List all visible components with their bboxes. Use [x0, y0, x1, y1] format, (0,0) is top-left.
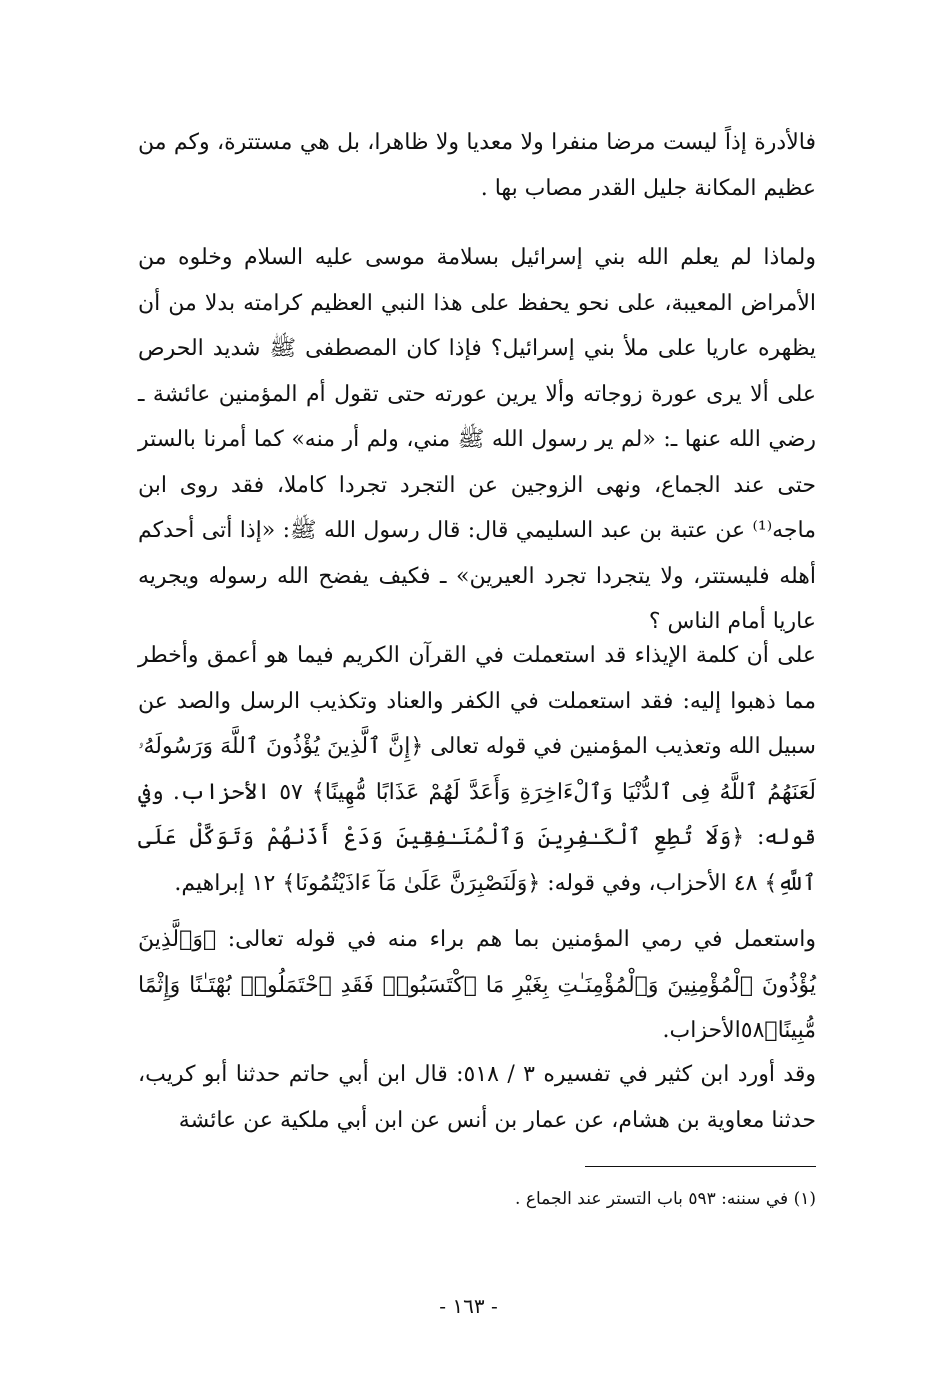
- paragraph-1: فالأدرة إذاً ليست مرضا منفرا ولا معديا ولا ظاهرا، بل هي مستترة، وكم من عظيم المكانة جليل القدر مصاب بها .: [138, 130, 816, 201]
- page-number: - ١٦٣ -: [439, 1294, 498, 1318]
- paragraph-5: وقد أورد ابن كثير في تفسيره ٣ / ٥١٨: قال ابن أبي حاتم حدثنا أبو كريب، حدثنا معاوية بن هشام، عن عمار بن أنس عن ابن أبي ملكية عن عائشة: [138, 1062, 816, 1133]
- paragraph-4: واستعمل في رمي المؤمنين بما هم براء منه في قوله تعالى: ﴿وَٱلَّذِينَ يُؤْذُونَ ٱلْمُؤْمِنِينَ وَٱلْمُؤْمِنَـٰتِ بِغَيْرِ مَا ٱكْتَسَبُوا۟ فَقَدِ ٱحْتَمَلُوا۟ بُهْتَـٰنًا وَإِثْمًا مُّبِينًا﴾٥٨الأحزاب.: [138, 927, 816, 1043]
- paragraph-2: ولماذا لم يعلم الله بني إسرائيل بسلامة موسى عليه السلام وخلوه من الأمراض المعيبة، على نحو يحفظ على هذا النبي العظيم كرامته بدلا من أن يظهره عاريا على ملأ بني إسرائيل؟ فإذا كان المصطفى ﷺ شديد الحرص على ألا يرى عورة زوجاته وألا يرين عورته حتى تقول أم المؤمنين عائشة ـ رضي الله عنها ـ: «لم ير رسول الله ﷺ مني، ولم أر منه» كما أمرنا بالستر حتى عند الجماع، ونهى الزوجين عن التجرد تجردا كاملا، فقد روى ابن ماجه⁽¹⁾ عن عتبة بن عبد السليمي قال: قال رسول الله ﷺ: «إذا أتى أحدكم أهله فليستتر، ولا يتجردا تجرد العيرين» ـ فكيف يفضح الله رسوله ويجريه عاريا أمام الناس ؟: [138, 245, 817, 634]
- footnote-divider: [585, 1166, 816, 1167]
- footnote: (١) في سننه: ٥٩٣ باب التستر عند الجماع .: [515, 1189, 816, 1209]
- paragraph-3: على أن كلمة الإيذاء قد استعملت في القرآن الكريم فيما هو أعمق وأخطر مما ذهبوا إليه: فقد استعملت في الكفر والعناد وتكذيب الرسل والصد عن سبيل الله وتعذيب المؤمنين في قوله تعالى ﴿إِنَّ ٱلَّذِينَ يُؤْذُونَ ٱللَّهَ وَرَسُولَهُۥ لَعَنَهُمُ ٱللَّهُ فِى ٱلدُّنْيَا وَٱلْءَاخِرَةِ وَأَعَدَّ لَهُمْ عَذَابًا مُّهِينًا﴾ ٥٧ الأحزاب. وفي قوله: ﴿وَلَا تُطِعِ ٱلْكَـٰفِرِينَ وَٱلْمُنَـٰفِقِينَ وَدَعْ أَذَىٰهُمْ وَتَوَكَّلْ عَلَى ٱللَّهِ﴾ ٤٨ الأحزاب، وفي قوله: ﴿وَلَنَصْبِرَنَّ عَلَىٰ مَآ ءَاذَيْتُمُونَا﴾ ١٢ إبراهيم.: [138, 643, 816, 896]
